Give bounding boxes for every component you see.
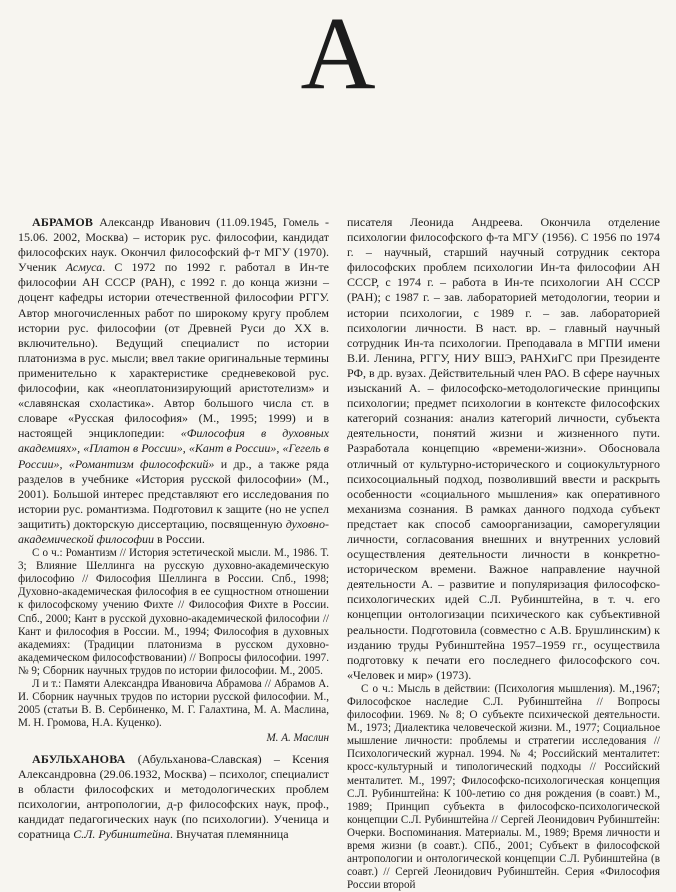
lit-label: Л и т.: (32, 678, 62, 690)
entry-abulkhanova-body-continued: писателя Леонида Андреева. Окончила отделение психологии философского ф-та МГУ (1956). С 1956 по 1974 г. – научный, старший научный сотрудник сектора философских проблем психологии Ин-та философии АН СССР, с 1974 г. – работа в Ин-те психологии АН СССР (РАН); с 1987 г. – зав. лабораторией методологии, теории и истории психологии, с 1989 г. – зав. лабораторией психологии личности. В наст. вр. – главный научный сотрудник Ин-та психологии. Преподавала в МГПИ имени В.И. Ленина, РГГУ, НИУ ВШЭ, РАНХиГС при Президенте РФ, в др. вузах. Действительный член РАО. В сфере научных изысканий А. – философско-методологические принципы психологии; предмет психологии в контексте философских категорий сознания: анализ категорий личности, субъекта деятельности, понятий жизни и жизненного пути. Разработала концепцию «времени-жизни». Обосновала отличный от культурно-исторического и социокультурного психосоциальный подход, позволивший ввести и раскрыть особенности «социального мышления» как оперативного механизма сознания. В рамках данного подхода субъект предстает как способ самоорганизации, саморегуляции личности, согласования внешних и внутренних условий осуществления деятельности личности в конкретно-историческом времени. Важное направление научной деятельности А. – развитие и популяризация философско-психологических идей С.Л. Рубинштейна, в т. ч. его концепции онтологизации психического как субъективной реальности. Подготовила (совместно с А.В. Брушлинским) к изданию труды Рубинштейна 1957–1959 гг., осуществила подготовку к печати его последнего философского соч. «Человек и мир» (1973). (347, 215, 660, 682)
entry-abramov-literature (18, 678, 329, 730)
left-column (18, 215, 329, 842)
entry-abulkhanova-works (347, 683, 660, 892)
entry-abramov (18, 215, 329, 746)
section-letter: А (300, 0, 376, 111)
entry-abramov-body-1: Александр Иванович (11.09.1945, Гомель - 15.06. 2002, Москва) – историк рус. философии, кандидат философских наук. Окончил философский ф-т МГУ (1970). Ученик (18, 215, 329, 275)
entry-abulkhanova-body-1: (Абульханова-Славская) – Ксения Александровна (29.06.1932, Москва) – психолог, специалист в области философских и методологических проблем психологии, антропологии, д-р философских наук, проф., кандидат педагогических наук (по психологии). Ученица и соратница (18, 751, 329, 842)
works-text: Романтизм // История эстетической мысли. М., 1986. Т. 3; Влияние Шеллинга на русскую духовно-академическую философию // Философия Шеллинга в России. Спб., 1998; Духовно-академическая философия в ее сущностном отношении к философскому учению Фихте // Философия Фихте в России. Спб., 2000; Кант в русской духовно-академической философии // Кант и философия в России. М., 1994; Философия в духовных академиях: (Традиции платонизма в русском духовно-академическом философствовании) // Вопросы философии. 1997. № 9; Сборник научных трудов по истории философии. М., 2005. (18, 547, 329, 677)
entry-abramov-articles: «Философия в духовных академиях», «Платон в России», «Кант в России», «Гегель в России», «Романтизм философский» (18, 426, 329, 471)
entry-abramov-body-3: и др., а также ряда разделов в учебнике «История русской философии» (М., 2001). Большой интерес представляют его исследования по истории рус. романтизма. Подготовил к защите (но не успел защитить) докторскую диссертацию, посвященную (18, 456, 329, 531)
entry-abulkhanova-start (18, 752, 329, 843)
entry-abramov-body-4: в России. (154, 531, 205, 546)
entry-abulkhanova-heading: АБУЛЬХАНОВА (32, 751, 126, 766)
entry-abulkhanova-teacher: С.Л. Рубинштейна (73, 827, 170, 842)
entry-abulkhanova-body (18, 752, 329, 843)
entry-abramov-author: М. А. Маслин (266, 732, 329, 745)
entry-abulkhanova-body-2: . Внучатая племянница (169, 827, 289, 842)
entry-abramov-heading: АБРАМОВ (32, 215, 94, 229)
works-text: Мысль в действии: (Психология мышления). М.,1967; Философское наследие С.Л. Рубинштейна // Вопросы философии. 1969. № 8; О субъекте психической деятельности. М., 1973; Диалектика человеческой жизни. М., 1977; Социальное мышление личности: проблемы и стратегии исследования // Психологический журнал. 1994. № 4; Российский менталитет: кросс-культурный и типологический подходы // Российский менталитет. М., 1997; Философско-психологическая концепция С.Л. Рубинштейна: К 100-летию со дня рождения (в соавт.) М., 1989; Принцип субъекта в философско-психологической концепции С.Л. Рубинштейна // Сергей Леонидович Рубинштейн: Очерки. Воспоминания. Материалы. М., 1989; Время личности и время жизни (в соавт.). СПб., 2001; Субъект в философской антропологии и онтологической концепции С.Л. Рубинштейна (в соавт.) // Сергей Леонидович Рубинштейн. Серия «Философия России второй (347, 682, 660, 892)
works-label: С о ч.: (361, 682, 394, 695)
works-label: С о ч.: (32, 547, 63, 560)
right-column (347, 215, 660, 892)
entry-abramov-dissertation: духовно-академической философии (18, 516, 329, 546)
lit-text: Памяти Александра Ивановича Абрамова // Абрамов А. И. Сборник научных трудов по истории русской философии. М., 2005 (статьи В. В. Сербиненко, М. Г. Галахтина, М. А. Маслина, М. Н. Громова, Н.А. Куценко). (18, 678, 329, 730)
entry-abramov-body (18, 215, 329, 547)
entry-abramov-works (18, 547, 329, 678)
entry-abramov-body-2: . С 1972 по 1992 г. работал в Ин-те философии АН СССР (РАН), с 1992 г. до конца жизни – доцент кафедры истории отечественной философии РГГУ. Автор многочисленных работ по широкому кругу проблем истории рус. философии (от Древней Руси до XX в. включительно). Ведущий специалист по истории платонизма в рус. мысли; ввел такие оригинальные термины применительно к характеристике средневековой рус. философии, как «неоплатонизирующий аристотелизм» и «славянская схоластика». Автор большого числа ст. в словаре «Русская философия» (М., 1995; 1999) и в настоящей энциклопедии: (18, 260, 330, 441)
entry-abramov-teacher: Асмуса (65, 260, 103, 275)
